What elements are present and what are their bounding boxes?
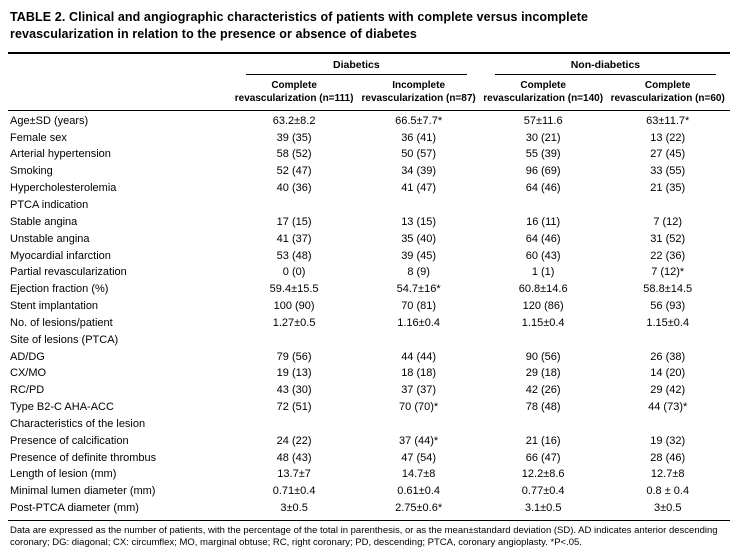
table-row	[8, 164, 730, 181]
table-row	[8, 400, 730, 417]
cell-value: 28 (46)	[650, 451, 686, 464]
row-label: Female sex	[10, 131, 67, 144]
row-label: Site of lesions (PTCA)	[10, 333, 119, 346]
table-row	[8, 110, 730, 130]
cell-value: 30 (21)	[525, 131, 561, 144]
cell-value: 18 (18)	[401, 367, 437, 380]
cell-value	[605, 332, 730, 349]
row-label: Stent implantation	[10, 300, 99, 313]
cell-value: 43 (30)	[276, 384, 312, 397]
group-header-non-diabetics	[481, 53, 730, 75]
cell-value: 35 (40)	[401, 232, 437, 245]
cell-value: 19 (32)	[650, 434, 686, 447]
row-label: Presence of definite thrombus	[10, 451, 157, 464]
table-body	[8, 110, 730, 520]
cell-value: 41 (47)	[401, 182, 437, 195]
cell-value: 100 (90)	[273, 300, 315, 313]
cell-value: 50 (57)	[401, 148, 437, 161]
cell-value: 17 (15)	[276, 215, 312, 228]
cell-value: 44 (73)*	[648, 401, 688, 414]
row-label: Partial revascularization	[10, 266, 127, 279]
cell-value: 29 (18)	[525, 367, 561, 380]
cell-value: 72 (51)	[276, 401, 312, 414]
cell-value: 0.77±0.4	[521, 485, 565, 498]
row-label: Hypercholesterolemia	[10, 182, 117, 195]
group-header-spacer	[8, 53, 232, 75]
cell-value: 1.27±0.5	[272, 316, 316, 329]
table-row	[8, 282, 730, 299]
table-row	[8, 484, 730, 501]
cell-value: 54.7±16*	[396, 283, 441, 296]
cell-value: 21 (16)	[525, 434, 561, 447]
cell-value: 24 (22)	[276, 434, 312, 447]
row-label: Type B2-C AHA-ACC	[10, 401, 114, 414]
cell-value: 29 (42)	[650, 384, 686, 397]
column-header-row	[8, 75, 730, 111]
cell-value: 37 (44)*	[399, 434, 439, 447]
cell-value: 66.5±7.7*	[395, 114, 443, 127]
cell-value: 0.61±0.4	[397, 485, 440, 498]
cell-value: 26 (38)	[650, 350, 686, 363]
table-row	[8, 467, 730, 484]
cell-value: 60.8±14.6	[518, 283, 568, 296]
section-row	[8, 197, 730, 214]
row-label: PTCA indication	[10, 198, 89, 211]
cell-value: 12.7±8	[650, 468, 685, 481]
cell-value	[232, 197, 357, 214]
cell-value: 48 (43)	[276, 451, 312, 464]
cell-value: 3.1±0.5	[524, 502, 562, 515]
row-label: Characteristics of the lesion	[10, 417, 146, 430]
cell-value: 120 (86)	[522, 300, 564, 313]
cell-value: 40 (36)	[276, 182, 312, 195]
cell-value	[232, 416, 357, 433]
column-header-line2: revascularization (n=60)	[610, 92, 725, 104]
cell-value: 19 (13)	[276, 367, 312, 380]
row-label: Minimal lumen diameter (mm)	[10, 485, 156, 498]
row-label: CX/MO	[10, 367, 47, 380]
column-header-line1: Complete	[520, 79, 566, 91]
cell-value: 64 (46)	[525, 182, 561, 195]
table-row	[8, 231, 730, 248]
cell-value: 8 (9)	[407, 266, 430, 279]
cell-value: 57±11.6	[523, 114, 563, 127]
cell-value: 63.2±8.2	[272, 114, 316, 127]
cell-value: 79 (56)	[276, 350, 312, 363]
row-label: RC/PD	[10, 384, 45, 397]
cell-value: 39 (35)	[276, 131, 312, 144]
cell-value: 13.7±7	[277, 468, 311, 481]
table-row	[8, 214, 730, 231]
cell-value: 53 (48)	[276, 249, 312, 262]
footnote: Data are expressed as the number of patients, with the percentage of the total in parenthesis, or as the mean±standard deviation (SD). AD indicates anterior descending coronary; DG: diagonal; CX: circumflex; MO, marginal obtuse; RC, right coronary; PD, descending; PTCA, coronary angioplasty. *P<.05.	[10, 524, 718, 549]
cell-value: 1.16±0.4	[397, 316, 440, 329]
row-label-column-header	[8, 75, 232, 111]
column-header-line2: revascularization (n=140)	[483, 92, 604, 104]
cell-value: 14.7±8	[401, 468, 436, 481]
cell-value: 7 (12)	[653, 215, 683, 228]
cell-value: 70 (81)	[401, 300, 437, 313]
cell-value: 13 (15)	[401, 215, 437, 228]
cell-value: 90 (56)	[525, 350, 561, 363]
table-row	[8, 315, 730, 332]
cell-value: 34 (39)	[401, 165, 437, 178]
cell-value	[605, 197, 730, 214]
cell-value: 13 (22)	[650, 131, 686, 144]
table-row	[8, 299, 730, 316]
row-label: Arterial hypertension	[10, 148, 111, 161]
cell-value: 31 (52)	[650, 232, 686, 245]
cell-value: 78 (48)	[525, 401, 561, 414]
cell-value	[605, 416, 730, 433]
table-row	[8, 130, 730, 147]
cell-value: 36 (41)	[401, 131, 437, 144]
cell-value: 60 (43)	[525, 249, 561, 262]
cell-value: 42 (26)	[525, 384, 561, 397]
cell-value: 1.15±0.4	[646, 316, 690, 329]
cell-value: 2.75±0.6*	[395, 502, 443, 515]
table-row	[8, 433, 730, 450]
row-label: Age±SD (years)	[10, 114, 89, 127]
cell-value: 58.8±14.5	[643, 283, 693, 296]
row-label: Myocardial infarction	[10, 249, 111, 262]
cell-value: 55 (39)	[525, 148, 561, 161]
cell-value: 1.15±0.4	[521, 316, 565, 329]
column-header-line1: Complete	[644, 79, 691, 91]
cell-value: 0 (0)	[282, 266, 306, 279]
cell-value: 3±0.5	[280, 502, 308, 515]
cell-value: 59.4±15.5	[269, 283, 319, 296]
cell-value: 96 (69)	[525, 165, 561, 178]
row-label: Presence of calcification	[10, 434, 129, 447]
section-row	[8, 332, 730, 349]
cell-value	[481, 197, 606, 214]
column-header-line1: Complete	[271, 79, 317, 91]
column-header-1	[232, 75, 357, 111]
column-header-line2: revascularization (n=87)	[361, 92, 476, 104]
cell-value: 39 (45)	[401, 249, 437, 262]
column-header-4	[605, 75, 730, 111]
cell-value: 3±0.5	[653, 502, 682, 515]
cell-value	[232, 332, 357, 349]
cell-value: 12.2±8.6	[521, 468, 565, 481]
cell-value	[481, 416, 606, 433]
cell-value: 7 (12)*	[651, 266, 685, 279]
group-label-diabetics: Diabetics	[246, 59, 467, 75]
group-header-row	[8, 53, 730, 75]
section-row	[8, 416, 730, 433]
column-header-line1: Incomplete	[392, 79, 446, 91]
row-label: Post-PTCA diameter (mm)	[10, 502, 139, 515]
cell-value	[356, 197, 481, 214]
cell-value: 0.71±0.4	[272, 485, 316, 498]
cell-value: 14 (20)	[650, 367, 686, 380]
cell-value: 64 (46)	[525, 232, 561, 245]
column-header-2	[356, 75, 481, 111]
cell-value	[481, 332, 606, 349]
cell-value: 52 (47)	[276, 165, 312, 178]
cell-value: 44 (44)	[401, 350, 437, 363]
row-label: Unstable angina	[10, 232, 90, 245]
row-label: Ejection fraction (%)	[10, 283, 109, 296]
table-row	[8, 450, 730, 467]
cell-value: 1 (1)	[531, 266, 555, 279]
characteristics-table	[8, 52, 730, 521]
cell-value: 21 (35)	[650, 182, 686, 195]
column-header-3	[481, 75, 606, 111]
cell-value: 58 (52)	[276, 148, 312, 161]
cell-value: 56 (93)	[650, 300, 686, 313]
cell-value: 37 (37)	[401, 384, 437, 397]
table-row	[8, 383, 730, 400]
cell-value: 41 (37)	[276, 232, 312, 245]
row-label: Length of lesion (mm)	[10, 468, 117, 481]
cell-value: 63±11.7*	[646, 114, 690, 127]
cell-value: 22 (36)	[650, 249, 686, 262]
cell-value: 0.8 ± 0.4	[646, 485, 690, 498]
table-row	[8, 147, 730, 164]
group-header-diabetics	[232, 53, 481, 75]
table-row	[8, 366, 730, 383]
cell-value: 70 (70)*	[399, 401, 439, 414]
table-row	[8, 501, 730, 521]
table-row	[8, 349, 730, 366]
row-label: Smoking	[10, 165, 53, 178]
column-header-line2: revascularization (n=111)	[234, 92, 354, 104]
cell-value: 66 (47)	[525, 451, 561, 464]
row-label: No. of lesions/patient	[10, 316, 113, 329]
row-label: Stable angina	[10, 215, 78, 228]
cell-value	[356, 332, 481, 349]
cell-value	[356, 416, 481, 433]
table-row	[8, 248, 730, 265]
table-row	[8, 181, 730, 198]
cell-value: 33 (55)	[650, 165, 686, 178]
cell-value: 27 (45)	[650, 148, 686, 161]
cell-value: 16 (11)	[526, 215, 561, 228]
table-row	[8, 265, 730, 282]
row-label: AD/DG	[10, 350, 45, 363]
table-title: TABLE 2. Clinical and angiographic characteristics of patients with complete versus incomplete revascularization in relation to the presence or absence of diabetes	[10, 10, 589, 41]
group-label-non-diabetics: Non-diabetics	[495, 59, 716, 75]
cell-value: 47 (54)	[401, 451, 437, 464]
